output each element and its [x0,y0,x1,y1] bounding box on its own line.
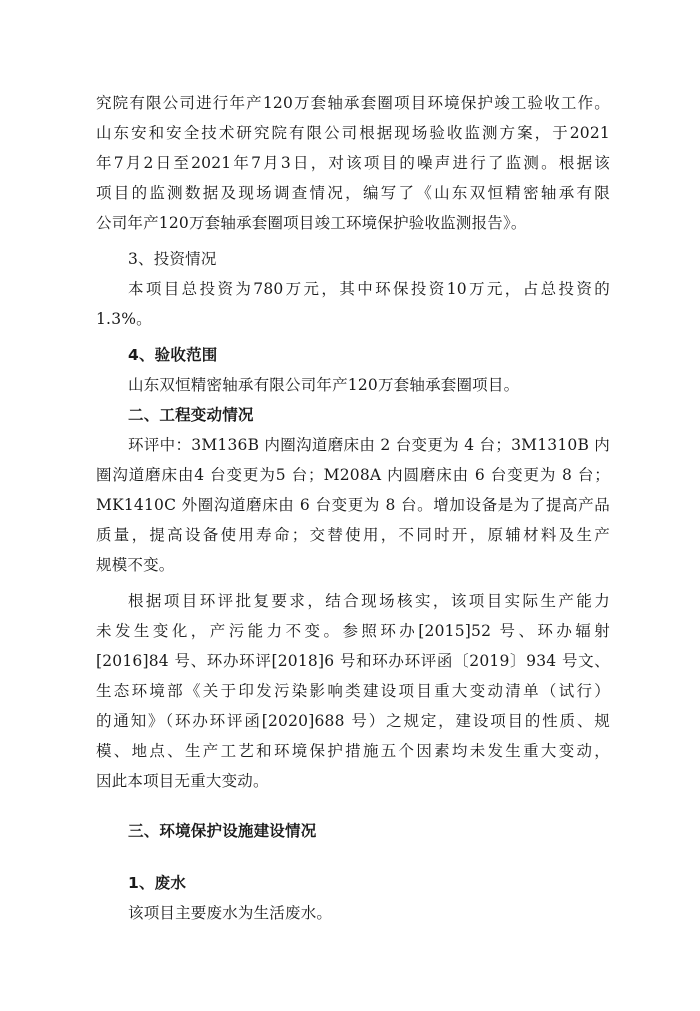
text-line: 本项目总投资为780万元，其中环保投资10万元，占总投资的 [128,280,610,298]
text-line: 项目的监测数据及现场调查情况，编写了《山东双恒精密轴承有限 [96,184,610,202]
text-line: 公司年产120万套轴承套圈项目竣工环境保护验收监测报告》。 [96,214,527,232]
text-line: 模、地点、生产工艺和环境保护措施五个因素均未发生重大变动， [96,742,610,760]
text-line: MK1410C 外圈沟道磨床由 6 台变更为 8 台。增加设备是为了提高产品 [96,496,610,514]
text-line: 根据项目环评批复要求，结合现场核实，该项目实际生产能力 [128,592,610,610]
heading-wastewater: 1、废水 [128,874,187,892]
heading-investment: 3、投资情况 [128,250,217,268]
text-line: 规模不变。 [96,556,175,574]
text-line: 年7月2日至2021年7月3日，对该项目的噪声进行了监测。根据该 [96,154,610,172]
paragraph-wastewater: 该项目主要废水为生活废水。 [128,904,333,922]
heading-acceptance-scope: 4、验收范围 [128,346,218,364]
text-line: 究院有限公司进行年产120万套轴承套圈项目环境保护竣工验收工作。 [96,94,610,112]
paragraph-no-major-change [96,586,610,796]
document-body [96,88,610,928]
paragraph-acceptance-work [96,88,610,238]
text-line: 未发生变化，产污能力不变。参照环办[2015]52 号、环办辐射 [96,622,610,640]
text-line: 质量，提高设备使用寿命；交替使用，不同时开，原辅材料及生产 [96,526,610,544]
text-line: 生态环境部《关于印发污染影响类建设项目重大变动清单（试行） [96,682,610,700]
text-line: 环评中：3M136B 内圈沟道磨床由 2 台变更为 4 台；3M1310B 内 [128,436,610,454]
text-line: 1.3%。 [96,310,152,328]
text-line: [2016]84 号、环办环评[2018]6 号和环办环评函〔2019〕934 号文、 [96,652,610,670]
paragraph-investment [96,274,610,334]
heading-engineering-changes: 二、工程变动情况 [128,406,254,424]
heading-environmental-facilities: 三、环境保护设施建设情况 [128,822,317,840]
paragraph-equipment-changes [96,430,610,580]
text-line: 的通知》（环办环评函[2020]688 号）之规定，建设项目的性质、规 [96,712,610,730]
text-line: 圈沟道磨床由4 台变更为5 台；M208A 内圆磨床由 6 台变更为 8 台； [96,466,610,484]
paragraph-acceptance-scope: 山东双恒精密轴承有限公司年产120万套轴承套圈项目。 [128,376,520,394]
text-line: 因此本项目无重大变动。 [96,772,269,790]
text-line: 山东安和安全技术研究院有限公司根据现场验收监测方案，于2021 [96,124,610,142]
